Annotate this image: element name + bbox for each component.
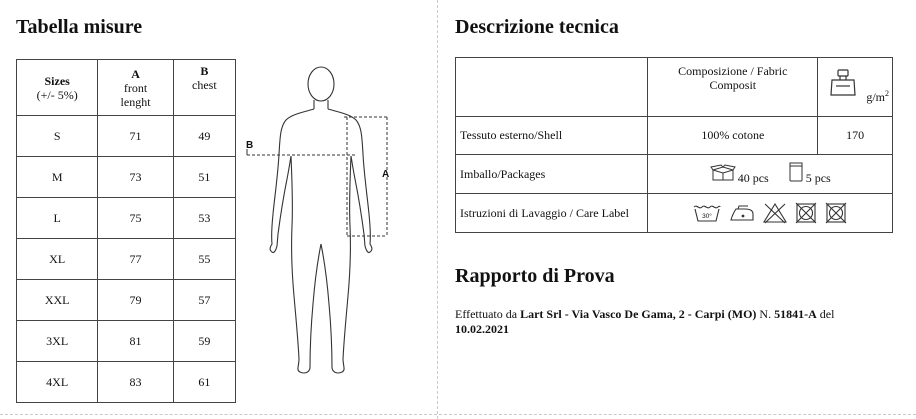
bottom-divider (0, 414, 916, 415)
a-cell: 75 (98, 198, 173, 239)
b-cell: 61 (173, 362, 235, 403)
a-cell: 81 (98, 321, 173, 362)
packages-cell (648, 155, 893, 194)
column-divider (437, 0, 438, 419)
size-chart-title: Tabella misure (16, 16, 143, 38)
table-row (456, 194, 893, 233)
body-measurement-figure (244, 64, 394, 384)
report-text (455, 307, 895, 337)
bag-icon (788, 162, 804, 182)
table-row (17, 280, 236, 321)
b-cell: 59 (173, 321, 235, 362)
report-title: Rapporto di Prova (455, 265, 615, 287)
report-prefix: Effettuato da (455, 307, 521, 321)
label-b: B (246, 140, 254, 151)
box-icon (710, 164, 736, 182)
b-cell: 55 (173, 239, 235, 280)
b-header-label: chest (192, 78, 217, 92)
technical-header-row (456, 58, 893, 117)
weight-unit: $g/m^2$ (866, 89, 889, 104)
a-cell: 73 (98, 157, 173, 198)
a-cell: 83 (98, 362, 173, 403)
table-row (17, 198, 236, 239)
b-header (173, 60, 235, 116)
a-header (98, 60, 173, 116)
composition-header (648, 58, 818, 117)
shell-weight: 170 (818, 117, 893, 155)
table-row (456, 155, 893, 194)
b-cell: 49 (173, 116, 235, 157)
package-box-qty: 40 pcs (737, 171, 769, 185)
measurement-b-lines (247, 149, 355, 155)
size-cell: 3XL (17, 321, 98, 362)
composition-header-line2: Composit (709, 78, 757, 92)
report-lab: Lart Srl - Via Vasco De Gama, 2 - Carpi (MO) (520, 307, 757, 321)
no-bleach-icon (762, 202, 788, 224)
report-number-prefix: N. (756, 307, 775, 321)
wash-30-icon (692, 202, 722, 224)
sizes-header (17, 60, 98, 116)
size-cell: XL (17, 239, 98, 280)
table-row (17, 321, 236, 362)
table-row (17, 362, 236, 403)
iron-low-icon (728, 202, 756, 224)
table-row (17, 116, 236, 157)
size-cell: M (17, 157, 98, 198)
no-dry-clean-icon (824, 202, 848, 224)
sizes-header-label: Sizes (44, 73, 70, 88)
size-table-header (17, 60, 236, 116)
technical-table (455, 57, 893, 233)
table-row (17, 157, 236, 198)
label-a: A (382, 169, 390, 180)
care-icons (648, 202, 892, 224)
no-tumble-dry-icon (794, 202, 818, 224)
size-cell: S (17, 116, 98, 157)
size-cell: XXL (17, 280, 98, 321)
a-cell: 79 (98, 280, 173, 321)
a-header-line2: lenght (120, 94, 151, 109)
package-bag-qty: 5 pcs (805, 171, 831, 185)
size-cell: 4XL (17, 362, 98, 403)
table-row (17, 239, 236, 280)
a-header-line1: front (123, 80, 148, 95)
b-cell: 53 (173, 198, 235, 239)
report-date-prefix: del (816, 307, 835, 321)
a-header-letter: A (131, 66, 140, 81)
care-label: Istruzioni di Lavaggio / Care Label (456, 194, 648, 233)
shell-composition: 100% cotone (648, 117, 818, 155)
weight-icon (828, 68, 858, 98)
wash-temp: 30° (702, 213, 713, 220)
body-outline (270, 67, 372, 373)
a-cell: 77 (98, 239, 173, 280)
sizes-tolerance: (+/- 5%) (36, 87, 78, 102)
report-date: 10.02.2021 (455, 322, 509, 336)
size-table (16, 59, 236, 403)
packages-label: Imballo/Packages (456, 155, 648, 194)
shell-label: Tessuto esterno/Shell (456, 117, 648, 155)
package-bag (788, 162, 831, 185)
b-cell: 57 (173, 280, 235, 321)
a-cell: 71 (98, 116, 173, 157)
report-number: 51841-A (774, 307, 817, 321)
weight-header (818, 58, 893, 117)
empty-header-cell (456, 58, 648, 117)
package-box (710, 164, 769, 185)
b-header-letter: B (200, 64, 209, 78)
b-cell: 51 (173, 157, 235, 198)
table-row (456, 117, 893, 155)
composition-header-line1: Composizione / Fabric (678, 64, 788, 78)
care-icons-cell (648, 194, 893, 233)
technical-title: Descrizione tecnica (455, 16, 619, 38)
size-cell: L (17, 198, 98, 239)
